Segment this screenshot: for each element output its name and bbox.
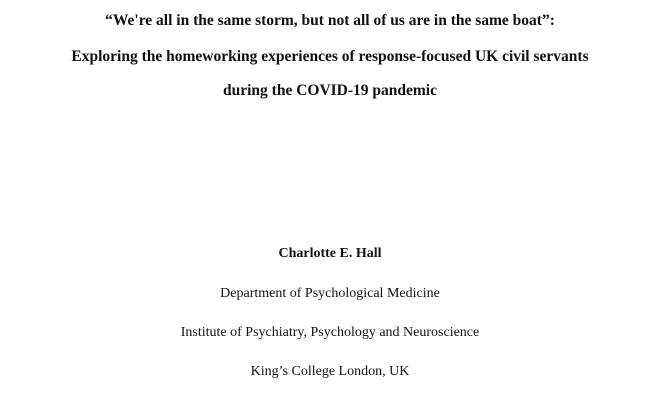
- affiliation-institute: Institute of Psychiatry, Psychology and Neuroscience: [180, 325, 480, 340]
- title-line-2: Exploring the homeworking experiences of response-focused UK civil servants: [71, 48, 589, 65]
- affiliation-university: King’s College London, UK: [250, 364, 410, 379]
- title-line-3: during the COVID-19 pandemic: [222, 82, 437, 99]
- paper-title: [0, 13, 660, 103]
- affiliation-department: Department of Psychological Medicine: [220, 286, 440, 301]
- title-line-1: “We're all in the same storm, but not all of us are in the same boat”:: [105, 12, 555, 29]
- author-name: Charlotte E. Hall: [278, 246, 382, 261]
